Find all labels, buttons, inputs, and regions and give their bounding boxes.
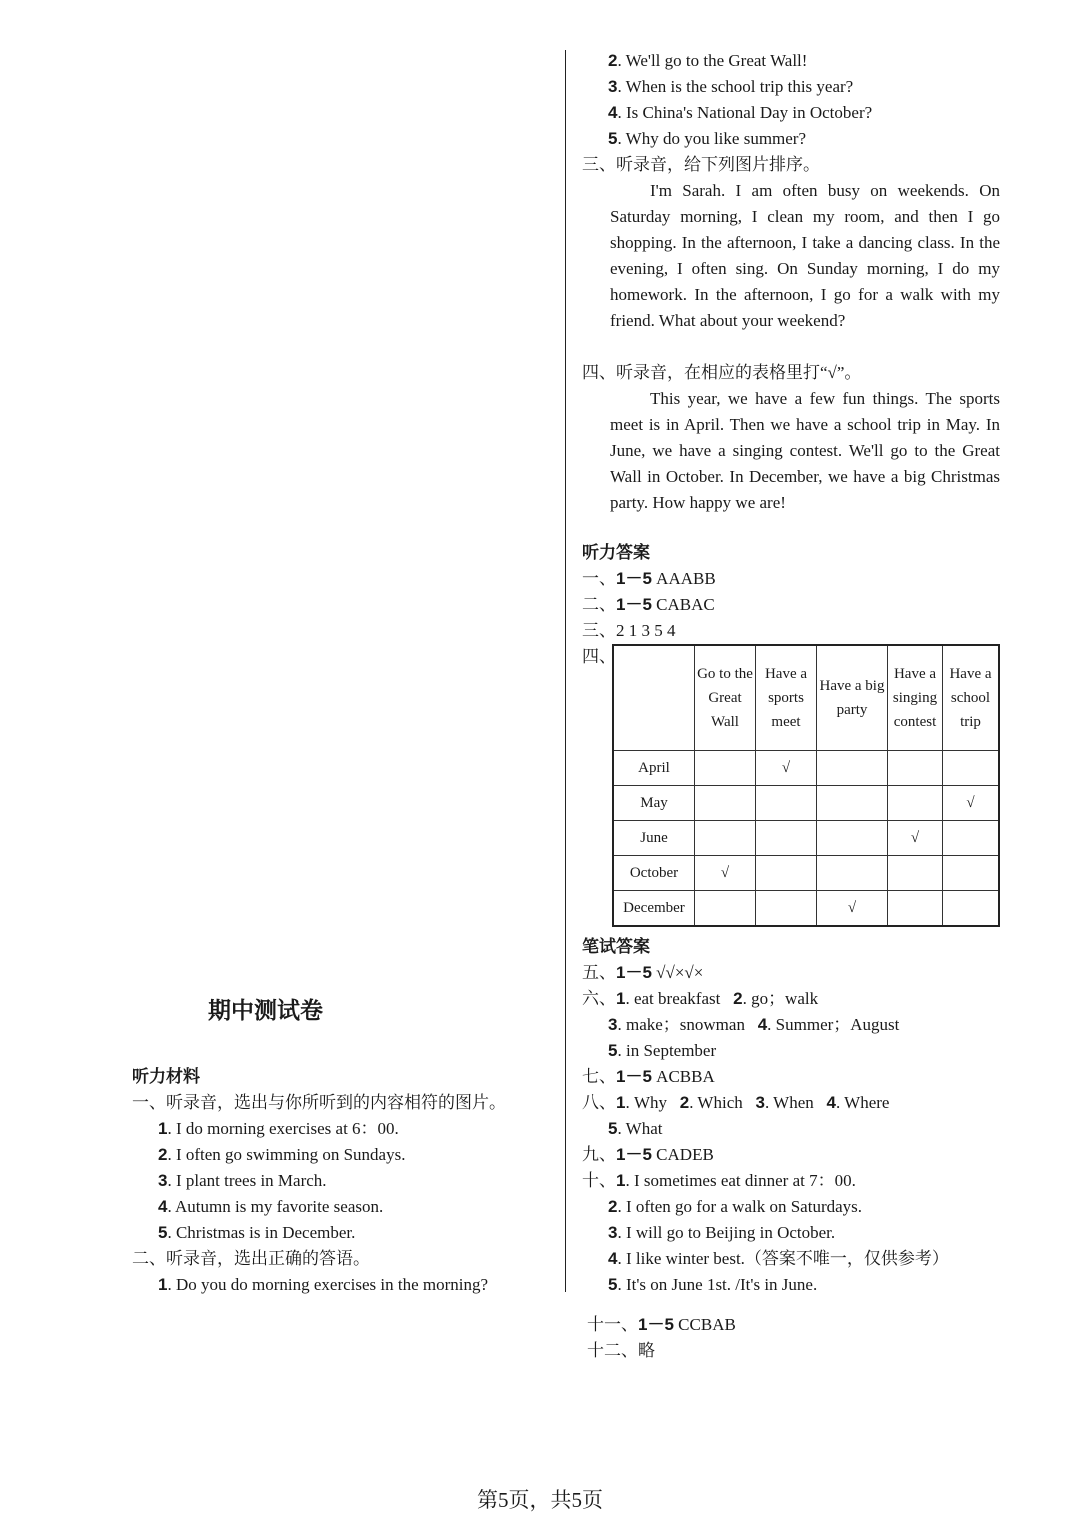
table-header-cell: Have a school trip [943, 645, 1000, 751]
table-cell [756, 786, 817, 821]
table-cell [756, 891, 817, 927]
table-cell: √ [695, 856, 756, 891]
page-number-footer: 第5页，共5页 [477, 1488, 603, 1512]
part2-item: 1. Do you do morning exercises in the morning? [158, 1275, 489, 1294]
listening-answers-heading: 听力答案 [582, 543, 650, 563]
answer-3: 三、2 1 3 5 4 [582, 621, 676, 640]
part1-item: 3. I plant trees in March. [158, 1171, 327, 1190]
table-month-cell: December [613, 891, 695, 927]
table-header-cell: Have a singing contest [888, 645, 943, 751]
part2-heading: 二、听录音，选出正确的答语。 [132, 1249, 370, 1268]
table-cell [888, 751, 943, 786]
table-month-cell: May [613, 786, 695, 821]
listening-material-heading: 听力材料 [132, 1067, 200, 1087]
table-cell [817, 786, 888, 821]
part1-item: 5. Christmas is in December. [158, 1223, 356, 1242]
table-header-cell: Have a sports meet [756, 645, 817, 751]
table-corner-cell [613, 645, 695, 751]
table-cell [756, 821, 817, 856]
table-cell [817, 751, 888, 786]
table-row [613, 891, 999, 927]
answer-8-line: 八、1. Why 2. Which 3. When 4. Where [582, 1093, 890, 1112]
table-row [613, 751, 999, 786]
table-cell [695, 751, 756, 786]
part1-heading: 一、听录音，选出与你所听到的内容相符的图片。 [132, 1093, 506, 1112]
table-month-cell: June [613, 821, 695, 856]
answer-10-line: 4. I like winter best.（答案不唯一，仅供参考） [608, 1249, 949, 1268]
table-header-cell: Have a big party [817, 645, 888, 751]
part4-heading: 四、听录音，在相应的表格里打“√”。 [582, 363, 862, 382]
answer-10-line: 3. I will go to Beijing in October. [608, 1223, 836, 1242]
answer-6-line: 3. make；snowman 4. Summer；August [608, 1015, 900, 1034]
table-cell [943, 856, 1000, 891]
answer-6-line: 六、1. eat breakfast 2. go；walk [582, 989, 819, 1008]
answer-5: 五、1－5 √√×√× [582, 963, 704, 982]
part1-item: 4. Autumn is my favorite season. [158, 1197, 384, 1216]
answer-8-line: 5. What [608, 1119, 663, 1138]
part2-item: 2. We'll go to the Great Wall! [608, 51, 808, 70]
answer-10-line: 2. I often go for a walk on Saturdays. [608, 1197, 863, 1216]
answer-10-line: 5. It's on June 1st. /It's in June. [608, 1275, 818, 1294]
answer-10-line: 十、1. I sometimes eat dinner at 7：00. [582, 1171, 856, 1190]
table-cell [695, 786, 756, 821]
part2-item: 5. Why do you like summer? [608, 129, 807, 148]
table-cell: √ [943, 786, 1000, 821]
part2-item: 3. When is the school trip this year? [608, 77, 854, 96]
table-cell [817, 856, 888, 891]
table-month-cell: April [613, 751, 695, 786]
answer-4-label: 四、 [582, 647, 616, 666]
part3-passage: I'm Sarah. I am often busy on weekends. On Saturday morning, I clean my room, and then I go shopping. In the afternoon, I take a dancing class. In the evening, I often sing. On Sunday morning, I do my homework. In the afternoon, I go for a walk with my friend. What about your weekend? [610, 181, 1000, 330]
answer-1: 一、1－5 AAABB [582, 569, 716, 588]
part1-item: 1. I do morning exercises at 6：00. [158, 1119, 399, 1138]
table-cell [888, 786, 943, 821]
table-cell [943, 891, 1000, 927]
answer-9: 九、1－5 CADEB [582, 1145, 714, 1164]
table-cell [943, 821, 1000, 856]
part2-item: 4. Is China's National Day in October? [608, 103, 873, 122]
table-cell [817, 821, 888, 856]
part4-passage: This year, we have a few fun things. The sports meet is in April. Then we have a school trip in May. In June, we have a singing contest. We'll go to the Great Wall in October. In December, we have a big Christmas party. How happy we are! [610, 389, 1000, 512]
table-header-row [613, 645, 999, 751]
table-row [613, 856, 999, 891]
test-title: 期中测试卷 [208, 998, 323, 1024]
table-month-cell: October [613, 856, 695, 891]
table-cell [943, 751, 1000, 786]
written-answers-heading: 笔试答案 [582, 937, 650, 957]
table-cell [695, 891, 756, 927]
table-cell: √ [817, 891, 888, 927]
table-cell [695, 821, 756, 856]
table-cell [756, 856, 817, 891]
table-cell [888, 891, 943, 927]
column-divider [565, 50, 566, 1292]
part3-heading: 三、听录音，给下列图片排序。 [582, 155, 820, 174]
answer-table [612, 644, 1000, 927]
table-header-cell: Go to the Great Wall [695, 645, 756, 751]
table-cell: √ [756, 751, 817, 786]
table-row [613, 786, 999, 821]
part1-item: 2. I often go swimming on Sundays. [158, 1145, 406, 1164]
table-cell [888, 856, 943, 891]
answer-6-line: 5. in September [608, 1041, 717, 1060]
table-cell: √ [888, 821, 943, 856]
answer-7: 七、1－5 ACBBA [582, 1067, 715, 1086]
answer-2: 二、1－5 CABAC [582, 595, 715, 614]
answer-11: 十一、1－5 CCBAB [587, 1315, 736, 1334]
answer-12: 十二、略 [587, 1341, 655, 1360]
table-row [613, 821, 999, 856]
